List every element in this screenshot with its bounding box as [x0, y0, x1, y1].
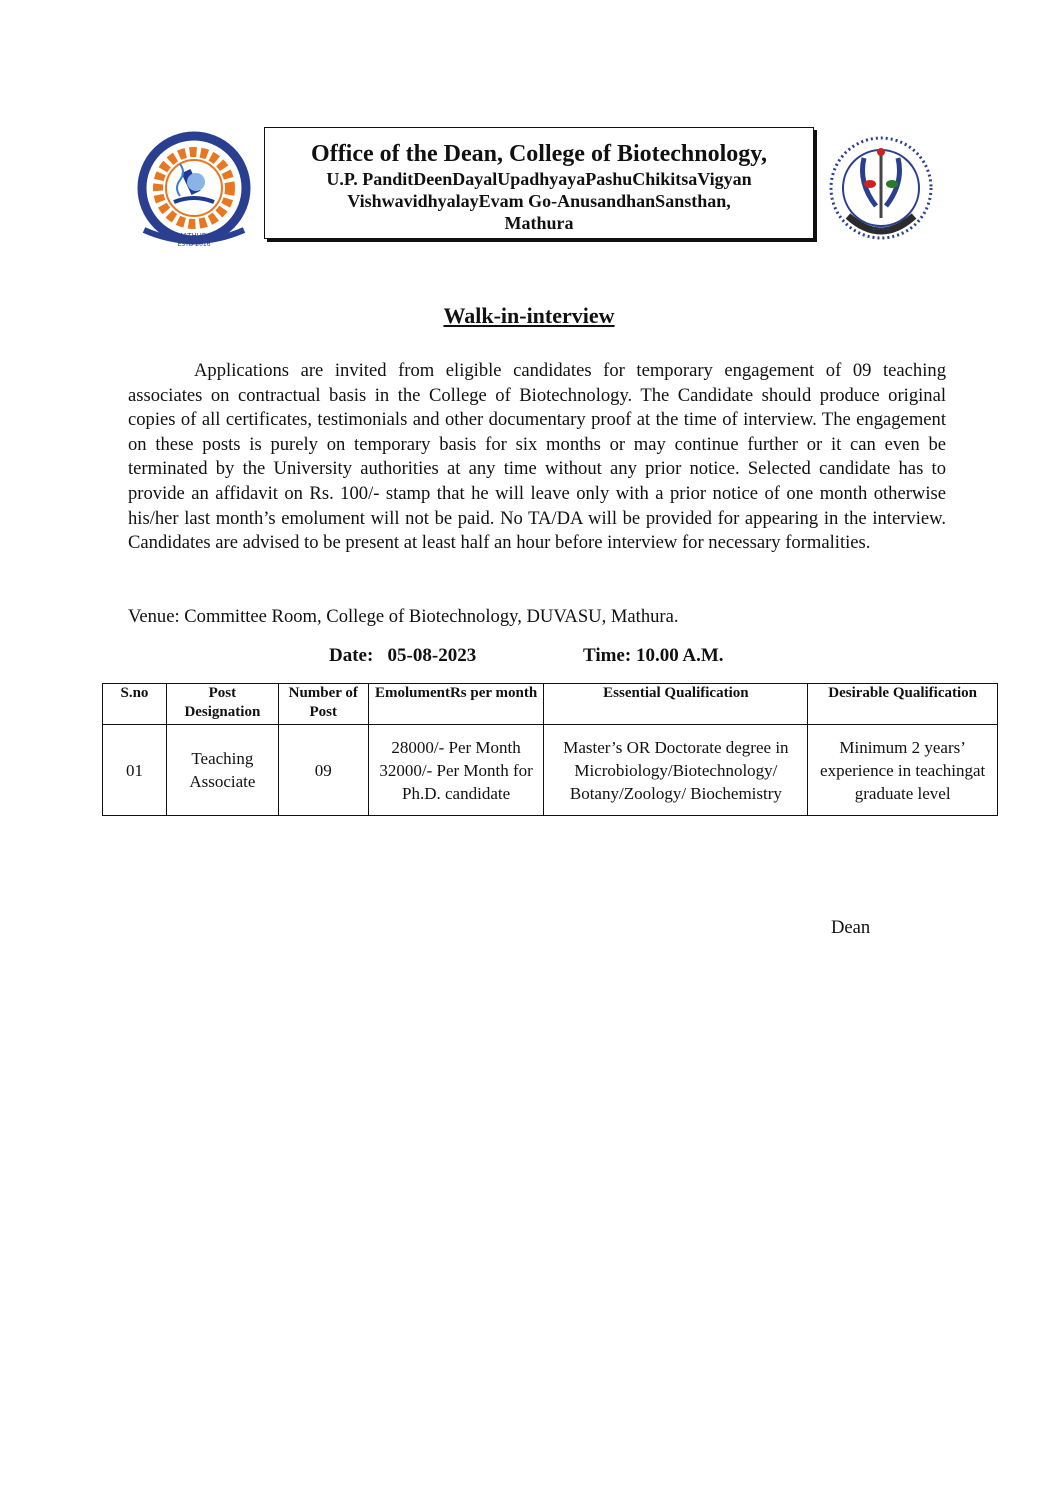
- interview-date: Date: 05-08-2023: [329, 645, 477, 666]
- header-number-of-post: Number of Post: [278, 684, 368, 725]
- header-desirable-qualification: Desirable Qualification: [808, 684, 998, 725]
- duvasu-university-emblem: [818, 128, 944, 252]
- cell-post-designation: Teaching Associate: [166, 725, 278, 816]
- university-name-line-1: U.P. PanditDeenDayalUpadhyayaPashuChikitsaVigyan: [326, 169, 752, 189]
- college-of-biotechnology-logo: [124, 130, 264, 250]
- notice-paragraph: Applications are invited from eligible candidates for temporary engagement of 09 teaching associates on contractual basis in the College of Biotechnology. The Candidate should produce original copies of all certificates, testimonials and other documentary proof at the time of interview. The engagement on these posts is purely on temporary basis for six months or may continue further or it can even be terminated by the University authorities at any time without any prior notice. Selected candidate has to provide an affidavit on Rs. 100/- stamp that he will leave only with a prior notice of one month otherwise his/her last month’s emolument will not be paid. No TA/DA will be provided for appearing in the interview. Candidates are advised to be present at least half an hour before interview for necessary formalities.: [128, 360, 946, 554]
- cell-essential-qualification: Master’s OR Doctorate degree in Microbiology/Biotechnology/ Botany/Zoology/ Biochemistry: [544, 725, 808, 816]
- posts-table: [102, 683, 998, 816]
- office-title: Office of the Dean, College of Biotechnology,: [311, 141, 767, 167]
- header-emolument: EmolumentRs per month: [368, 684, 544, 725]
- university-name-line-2: VishwavidhyalayEvam Go-AnusandhanSansthan,: [347, 191, 731, 211]
- university-location: Mathura: [504, 213, 574, 233]
- header-sno: S.no: [103, 684, 167, 725]
- interview-time: Time: 10.00 A.M.: [583, 645, 724, 666]
- logo-left-estd: ESTD 2016: [177, 241, 211, 248]
- page-title: Walk-in-interview: [443, 303, 615, 328]
- cell-sno: 01: [103, 725, 167, 816]
- table-row: [103, 725, 998, 816]
- header-box: [264, 127, 814, 239]
- header-essential-qualification: Essential Qualification: [544, 684, 808, 725]
- cell-number-of-post: 09: [278, 725, 368, 816]
- venue-text: Venue: Committee Room, College of Biotechnology, DUVASU, Mathura.: [128, 606, 679, 627]
- logo-left-place: MATHURA: [176, 232, 212, 240]
- emblem-year: 2001: [872, 224, 890, 232]
- cell-desirable-qualification: Minimum 2 years’ experience in teachingat graduate level: [808, 725, 998, 816]
- table-header-row: [103, 684, 998, 725]
- signature-dean: Dean: [831, 917, 871, 938]
- cell-emolument: 28000/- Per Month 32000/- Per Month for Ph.D. candidate: [368, 725, 544, 816]
- header-post-designation: Post Designation: [166, 684, 278, 725]
